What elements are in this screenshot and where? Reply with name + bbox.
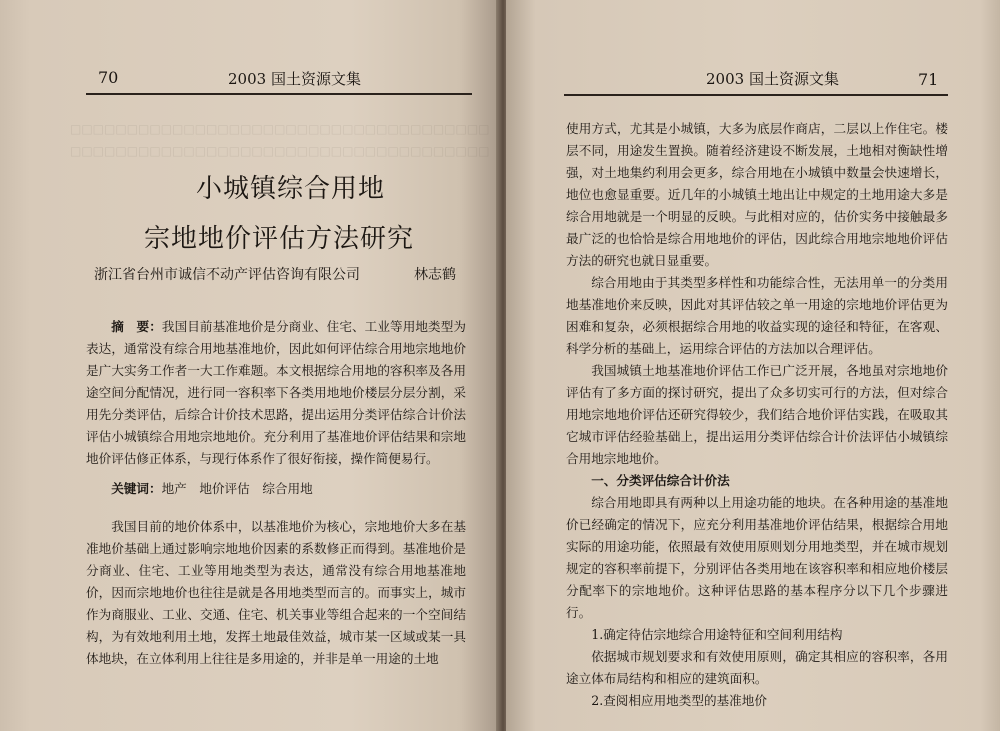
header-rule [86, 93, 472, 95]
abstract-label: 摘 要： [111, 319, 162, 334]
page-number: 70 [98, 68, 119, 87]
running-header: 2003 国土资源文集 [706, 70, 839, 88]
step-2-heading: 2.查阅相应用地类型的基准地价 [591, 693, 767, 708]
paragraph-2: 综合用地由于其类型多样性和功能综合性，无法用单一的分类用地基准地价来反映，因此对其评估较之单一用途的宗地地价评估更为困难和复杂，必须根据综合用地的收益实现的途径和特征，在客观、科学分析的基础上，运用综合评估的方法加以合理评估。 [566, 275, 948, 356]
header-rule [564, 94, 948, 96]
body-paragraph [86, 516, 466, 670]
author-organization: 浙江省台州市诚信不动产评估咨询有限公司 [94, 267, 360, 283]
paragraph-3: 我国城镇土地基准地价评估工作已广泛开展，各地虽对宗地地价评估有了多方面的探讨研究，提出了众多切实可行的方法，但对综合用地宗地地价评估还研究得较少，我们结合地价评估实践，在吸取其它城市评估经验基础上，提出运用分类评估综合计价法评估小城镇综合用地宗地地价。 [566, 363, 948, 466]
author-name: 林志鹤 [414, 267, 456, 283]
abstract [86, 316, 466, 470]
keywords-text: 地产 地价评估 综合用地 [161, 481, 313, 496]
article-title-line-2: 宗地地价评估方法研究 [144, 224, 415, 254]
paragraph-1: 使用方式，尤其是小城镇，大多为底层作商店，二层以上作住宅。楼层不同，用途发生置换。随着经济建设不断发展，土地相对衡缺性增强，对土地集约利用会更多，综合用地在小城镇中数量会快速增长，地位也愈显重要。近几年的小城镇土地出让中规定的土地用途大多是综合用地就是一个明显的反映。与此相对应的，估价实务中接触最多最广泛的也恰恰是综合用地地价的评估，因此综合用地宗地地价评估方法的研究也就日显重要。 [566, 121, 948, 268]
keywords [86, 478, 466, 500]
bleed-through-text: □□□□□□□□□□□□□□□□□□□□□□□□□□□□□□□□□□□□□ [70, 144, 490, 158]
section-heading: 一、分类评估综合计价法 [591, 473, 730, 488]
running-header: 2003 国土资源文集 [228, 70, 361, 88]
right-page [506, 0, 1000, 731]
step-1-heading: 1.确定待估宗地综合用途特征和空间利用结构 [591, 627, 843, 642]
keywords-label: 关键词： [111, 481, 162, 496]
abstract-text: 我国目前基准地价是分商业、住宅、工业等用地类型为表达，通常没有综合用地基准地价，因此如何评估综合用地宗地地价是广大实务工作者一大工作难题。本文根据综合用地的容积率及各用途空间分配情况，进行同一容积率下各类用地地价楼层分层分割，采用先分类评估，后综合计价技术思路，提出运用分类评估综合计价法评估小城镇综合用地宗地地价。充分利用了基准地价评估结果和宗地地价评估修正体系，与现行体系作了很好衔接，操作简便易行。 [86, 319, 467, 466]
body-text: 我国目前的地价体系中，以基准地价为核心，宗地地价大多在基准地价基础上通过影响宗地地价因素的系数修正而得到。基准地价是分商业、住宅、工业等用地类型为表达，通常没有综合用地基准地价，因而宗地地价也往往是就是各用地类型而言的。而事实上，城市作为商服业、工业、交通、住宅、机关事业等组合起来的一个空间结构，为有效地利用土地，发挥土地最佳效益，城市某一区域或某一具体地块，在立体利用上往往是多用途的，并非是单一用途的土地 [86, 519, 466, 666]
article-title-line-1: 小城镇综合用地 [196, 174, 386, 204]
paragraph-5: 依据城市规划要求和有效使用原则，确定其相应的容积率，各用途立体布局结构和相应的建筑面积。 [566, 649, 948, 686]
bleed-through-text: □□□□□□□□□□□□□□□□□□□□□□□□□□□□□□□□□□□□□ [70, 122, 490, 136]
page-number: 71 [918, 70, 939, 89]
paragraph-4: 综合用地即具有两种以上用途功能的地块。在各种用途的基准地价已经确定的情况下，应充分利用基准地价评估结果，根据综合用地实际的用途功能，依照最有效使用原则划分用地类型，并在城市规划规定的容积率前提下，分别评估各类用地在该容积率和相应地价楼层分配率下的宗地地价。这种评估思路的基本程序分以下几个步骤进行。 [566, 495, 948, 620]
right-body [566, 118, 948, 712]
